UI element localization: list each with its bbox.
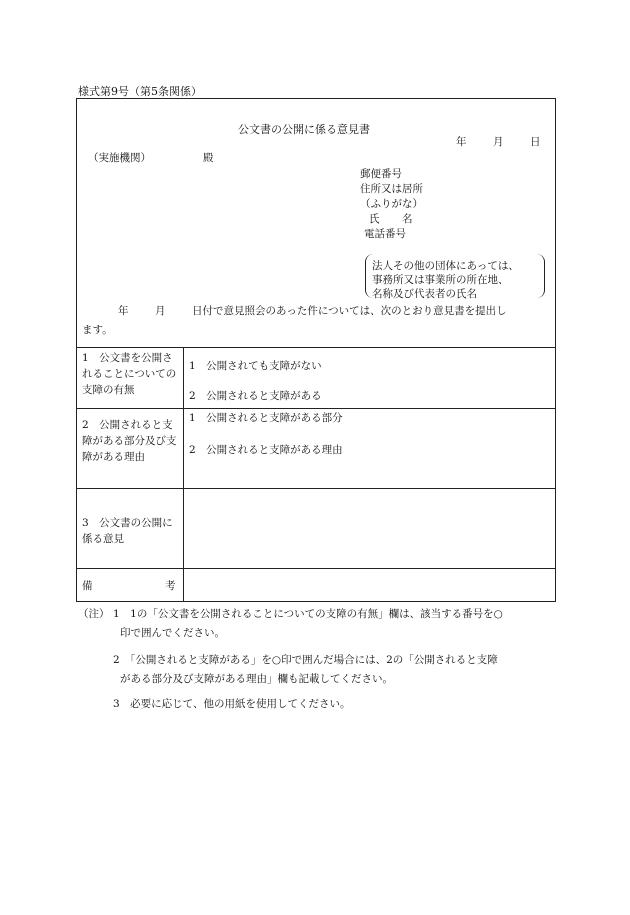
corporate-note-line: 事務所又は事業所の所在地、 (372, 274, 509, 286)
body-text-line2: ます。 (82, 324, 113, 336)
row1-label: 1 公文書を公開されることについての支障の有無 (82, 352, 177, 396)
corporate-note-line: 名称及び代表者の氏名 (372, 288, 477, 300)
date-month-label: 月 (493, 136, 504, 148)
recipient-agency: （実施機関） (88, 152, 151, 164)
form-number-label: 様式第9号（第5条関係） (78, 85, 202, 98)
table-row-divider (76, 568, 556, 569)
row2-option-1: 1 公開されると支障がある部分 (189, 412, 343, 424)
address-label: 住所又は居所 (360, 183, 423, 195)
document-title: 公文書の公開に係る意見書 (238, 123, 370, 136)
name-label-part2: 名 (402, 213, 413, 225)
postal-code-label: 郵便番号 (360, 168, 402, 180)
body-month-label: 月 (155, 305, 166, 317)
honorific-dono: 殿 (203, 152, 214, 164)
body-year-label: 年 (118, 305, 129, 317)
note-1-line1: 1 1の「公文書を公開されることについての支障の有無」欄は、該当する番号を○ (113, 608, 503, 620)
remarks-label-part2: 考 (165, 580, 176, 592)
row1-option-2: 2 公開されると支障がある (189, 390, 322, 402)
note-3: 3 必要に応じて、他の用紙を使用してください。 (113, 698, 351, 710)
note-1-line2: 印で囲んでください。 (120, 627, 225, 639)
note-2-line1: 2 「公開されると支障がある」を○印で囲んだ場合には、2の「公開されると支障 (113, 654, 498, 666)
row1-option-1: 1 公開されても支障がない (189, 360, 322, 372)
row2-label: 2 公開されると支障がある部分及び支障がある理由 (82, 419, 177, 463)
table-row-divider (76, 488, 556, 489)
table-row-divider (76, 347, 556, 348)
remarks-label-part1: 備 (82, 580, 93, 592)
furigana-label: （ふりがな） (360, 198, 423, 210)
row3-label: 3 公文書の公開に係る意見 (82, 517, 173, 545)
row2-option-2: 2 公開されると支障がある理由 (189, 444, 343, 456)
notes-prefix: （注） (78, 608, 110, 620)
note-2-line2: がある部分及び支障がある理由」欄も記載してください。 (120, 673, 393, 685)
date-year-label: 年 (456, 136, 467, 148)
table-column-divider (183, 347, 184, 602)
corporate-note-line: 法人その他の団体にあっては、 (372, 260, 519, 272)
phone-label: 電話番号 (364, 228, 406, 240)
table-row-divider (76, 408, 556, 409)
name-label-part1: 氏 (369, 213, 380, 225)
date-day-label: 日 (530, 136, 541, 148)
body-text-line1: 日付で意見照会のあった件については、次のとおり意見書を提出し (192, 305, 507, 317)
